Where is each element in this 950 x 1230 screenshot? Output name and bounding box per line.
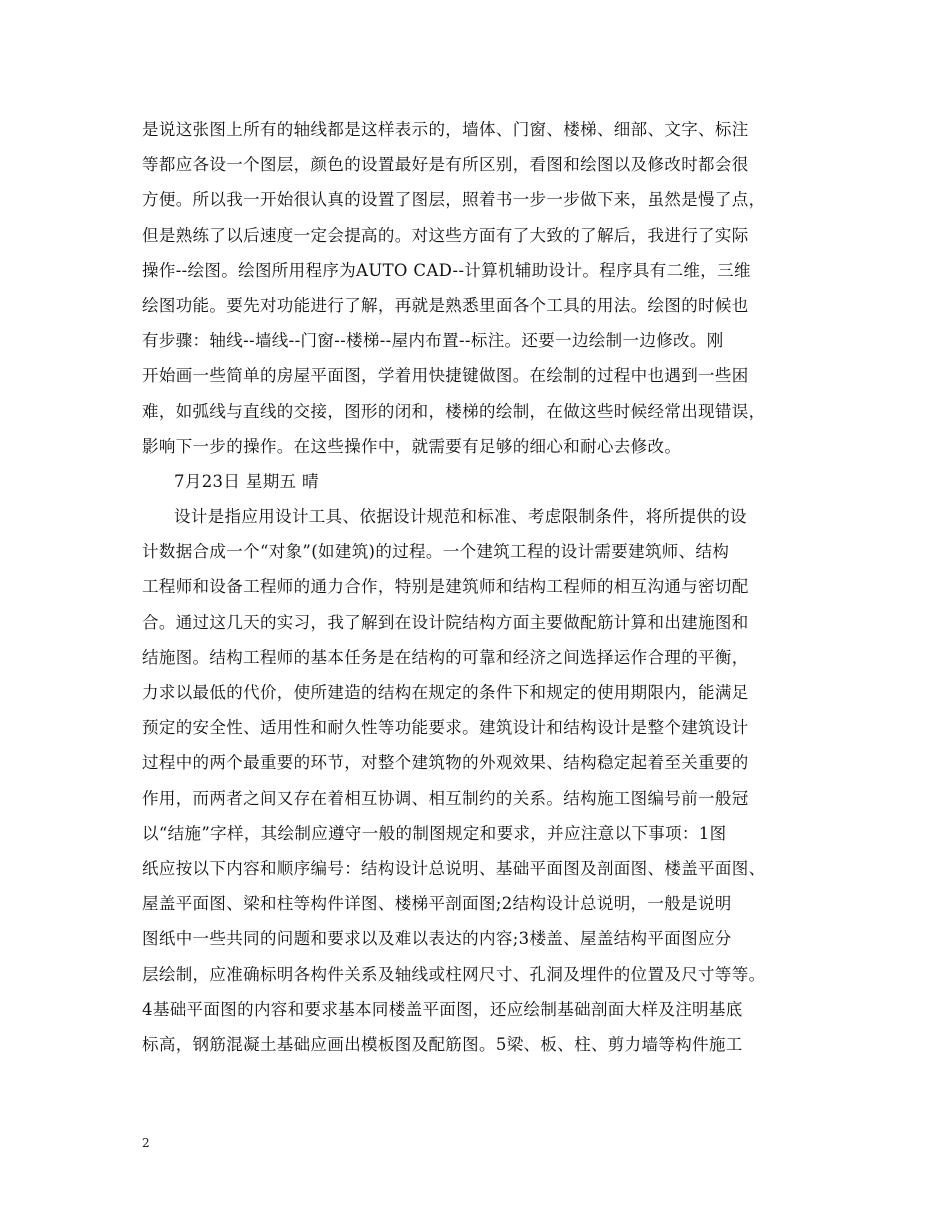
body-text [142,112,822,1062]
text-line: 绘图功能。要先对功能进行了解，再就是熟悉里面各个工具的用法。绘图的时候也 [142,295,749,315]
text-line: 预定的安全性、适用性和耐久性等功能要求。建筑设计和结构设计是整个建筑设计 [142,718,749,738]
text-line: 设计是指应用设计工具、依据设计规范和标准、考虑限制条件，将所提供的设 [174,507,747,527]
text-line: 过程中的两个最重要的环节，对整个建筑物的外观效果、结构稳定起着至关重要的 [142,753,749,773]
text-line: 难，如弧线与直线的交接，图形的闭和，楼梯的绘制，在做这些时候经常出现错误， [142,401,766,421]
text-line: 操作--绘图。绘图所用程序为AUTO CAD--计算机辅助设计。程序具有二维，三维 [142,260,751,280]
text-line: 有步骤：轴线--墙线--门窗--楼梯--屋内布置--标注。还要一边绘制一边修改。刚 [142,331,724,351]
text-line: 开始画一些简单的房屋平面图，学着用快捷键做图。在绘制的过程中也遇到一些困 [142,366,749,386]
text-line: 工程师和设备工程师的通力合作，特别是建筑师和结构工程师的相互沟通与密切配 [142,577,749,597]
text-line: 图纸中一些共同的问题和要求以及难以表达的内容;3楼盖、屋盖结构平面图应分 [142,929,732,949]
date-heading: 7月23日 星期五 晴 [174,471,319,491]
text-line: 计数据合成一个“对象”(如建筑)的过程。一个建筑工程的设计需要建筑师、结构 [142,542,730,562]
text-line: 等都应各设一个图层，颜色的设置最好是有所区别，看图和绘图以及修改时都会很 [142,155,749,175]
text-line: 力求以最低的代价，使所建造的结构在规定的条件下和规定的使用期限内，能满足 [142,683,749,702]
text-line: 影响下一步的操作。在这些操作中，就需要有足够的细心和耐心去修改。 [142,436,682,456]
text-line: 结施图。结构工程师的基本任务是在结构的可靠和经济之间选择运作合理的平衡， [142,647,749,667]
text-line: 纸应按以下内容和顺序编号：结构设计总说明、基础平面图及剖面图、楼盖平面图、 [142,858,766,878]
text-line: 4基础平面图的内容和要求基本同楼盖平面图，还应绘制基础剖面大样及注明基底 [142,999,743,1019]
text-line: 层绘制，应准确标明各构件关系及轴线或柱网尺寸、孔洞及埋件的位置及尺寸等等。 [142,964,766,984]
text-line: 但是熟练了以后速度一定会提高的。对这些方面有了大致的了解后，我进行了实际 [142,225,749,245]
text-line: 合。通过这几天的实习，我了解到在设计院结构方面主要做配筋计算和出建施图和 [142,612,749,632]
text-line: 方便。所以我一开始很认真的设置了图层，照着书一步一步做下来，虽然是慢了点， [142,190,766,210]
page-number: 2 [142,1136,150,1150]
text-line: 标高，钢筋混凝土基础应画出模板图及配筋图。5梁、板、柱、剪力墙等构件施工 [142,1034,743,1054]
text-line: 屋盖平面图、梁和柱等构件详图、楼梯平剖面图;2结构设计总说明，一般是说明 [142,894,732,914]
text-line: 作用，而两者之间又存在着相互协调、相互制约的关系。结构施工图编号前一般冠 [142,788,749,808]
text-line: 以“结施”字样，其绘制应遵守一般的制图规定和要求，并应注意以下事项：1图 [142,823,727,843]
text-line: 是说这张图上所有的轴线都是这样表示的，墙体、门窗、楼梯、细部、文字、标注 [142,120,749,139]
